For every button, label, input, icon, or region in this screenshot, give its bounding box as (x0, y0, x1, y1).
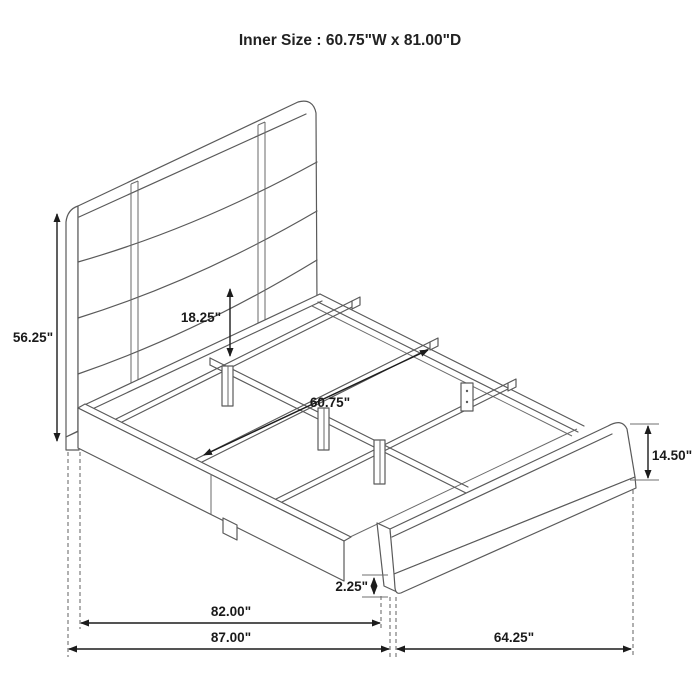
dimension-footboard-width (397, 630, 631, 649)
label-footboard-base: 2.25" (335, 579, 368, 594)
label-rail-length: 82.00" (210, 604, 252, 619)
slat-leg-1 (222, 366, 233, 406)
dimension-rail-length (81, 604, 380, 623)
dimension-overall-depth (69, 630, 389, 649)
label-headboard-above-slats: 18.25" (180, 310, 222, 325)
dimension-headboard-height (13, 214, 57, 441)
label-headboard-height: 56.25" (12, 330, 54, 345)
diagram-title: Inner Size : 60.75"W x 81.00"D (238, 32, 462, 49)
dimension-footboard-base (335, 578, 374, 594)
label-overall-depth: 87.00" (210, 630, 252, 645)
label-footboard-height: 14.50" (651, 448, 693, 463)
slat-leg-2 (318, 408, 329, 450)
label-footboard-width: 64.25" (493, 630, 535, 645)
rail-bracket (461, 383, 473, 411)
headboard-side-panel (66, 206, 78, 437)
slat-leg-3 (374, 440, 385, 484)
dimension-footboard-height (648, 426, 692, 478)
label-inner-width: 60.75" (309, 395, 351, 410)
